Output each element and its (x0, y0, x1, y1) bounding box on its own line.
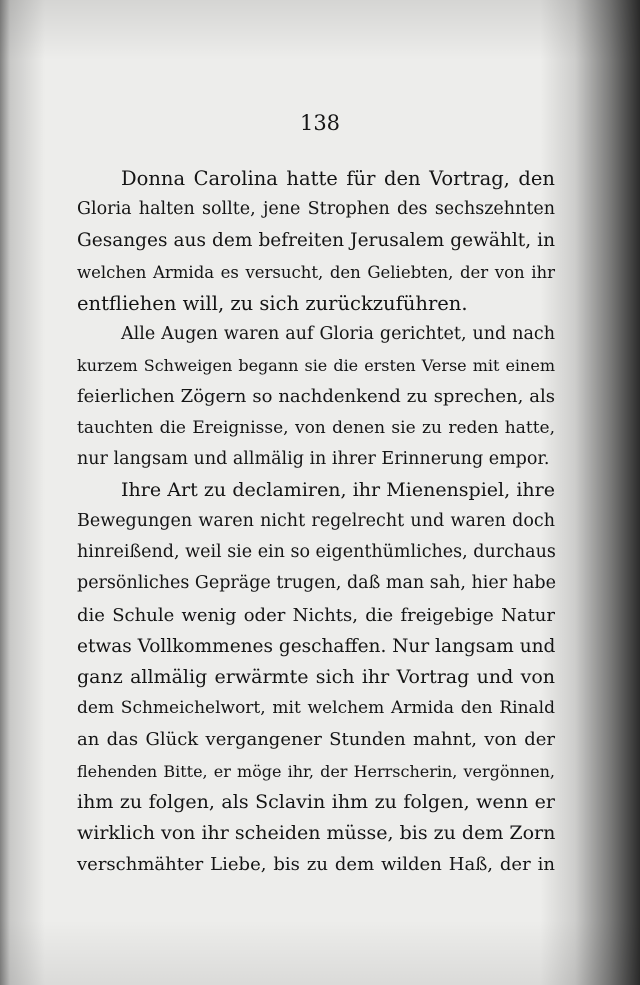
text-line: Gloria halten sollte, jene Strophen des sechszehnten (77, 199, 555, 220)
text-line: Bewegungen waren nicht regelrecht und waren doch (77, 511, 555, 532)
paragraph-3 (77, 475, 555, 880)
text-line: hinreißend, weil sie ein so eigenthümliches, durchaus (77, 542, 556, 563)
text-line: Alle Augen waren auf Gloria gerichtet, und nach (121, 323, 555, 344)
text-line: Donna Carolina hatte für den Vortrag, den (121, 167, 555, 190)
text-line: die Schule wenig oder Nichts, die freigebige Natur (77, 604, 555, 626)
text-line: flehenden Bitte, er möge ihr, der Herrscherin, vergönnen, (77, 761, 555, 781)
text-line: wirklich von ihr scheiden müsse, bis zu dem Zorn (77, 821, 556, 844)
text-line: Gesanges aus dem befreiten Jerusalem gewählt, in (77, 230, 555, 252)
paragraph-2 (77, 319, 555, 475)
text-line: ihm zu folgen, als Sclavin ihm zu folgen, wenn er (77, 790, 555, 813)
body-text (77, 163, 555, 880)
text-line: nur langsam und allmälig in ihrer Erinnerung empor. (77, 448, 550, 469)
text-line: entfliehen will, zu sich zurückzuführen. (77, 291, 468, 315)
text-line: Ihre Art zu declamiren, ihr Mienenspiel, ihre (121, 478, 555, 501)
text-line: an das Glück vergangener Stunden mahnt, von der (77, 729, 555, 751)
text-line: persönliches Gepräge trugen, daß man sah, hier habe (77, 573, 556, 594)
text-line: verschmähter Liebe, bis zu dem wilden Haß, der in (77, 854, 555, 876)
paragraph-1 (77, 163, 555, 319)
page-number: 138 (299, 111, 341, 135)
text-line: etwas Vollkommenes geschaffen. Nur langsam und (77, 635, 556, 657)
text-line: tauchten die Ereignisse, von denen sie zu reden hatte, (77, 417, 555, 438)
text-line: welchen Armida es versucht, den Geliebten, der von ihr (77, 262, 555, 282)
text-line: dem Schmeichelwort, mit welchem Armida den Rinald (77, 698, 555, 719)
text-line: feierlichen Zögern so nachdenkend zu sprechen, als (77, 386, 555, 408)
text-line: ganz allmälig erwärmte sich ihr Vortrag und von (77, 666, 555, 688)
text-line: kurzem Schweigen begann sie die ersten Verse mit einem (77, 356, 555, 376)
